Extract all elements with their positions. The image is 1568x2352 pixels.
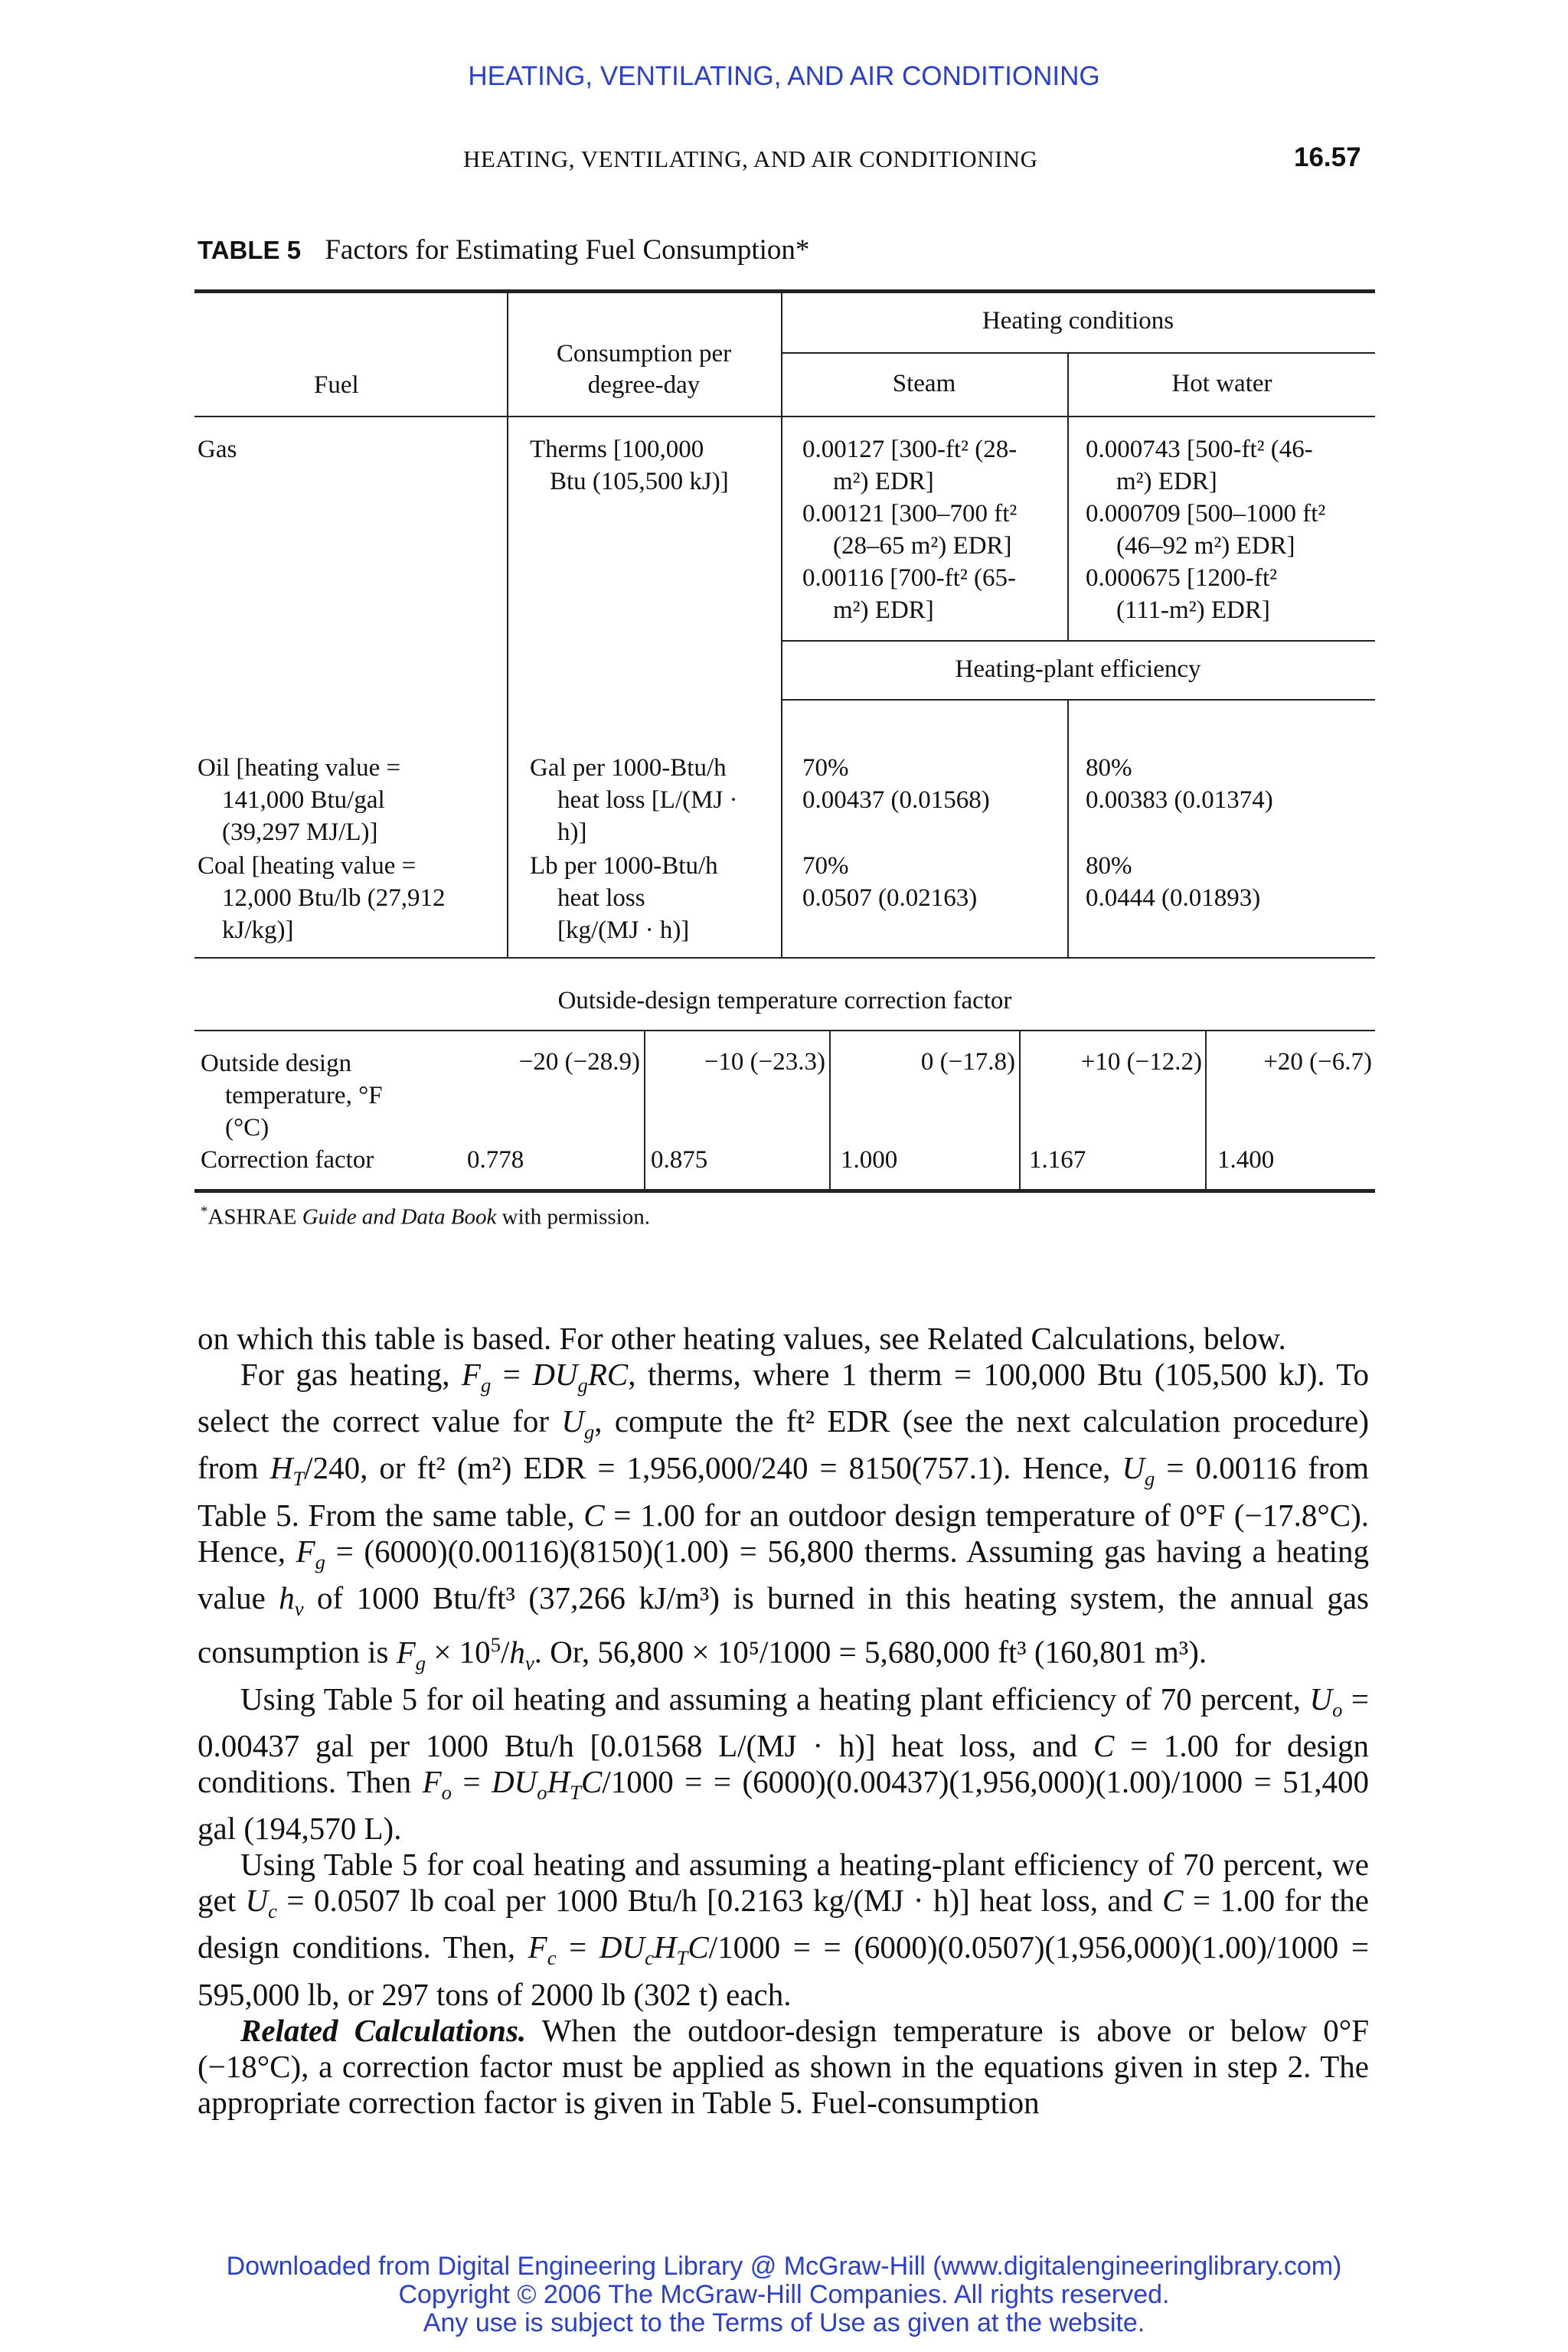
coal-fuel-2: 12,000 Btu/lb (27,912 (222, 884, 446, 912)
table-label: TABLE 5 (198, 236, 302, 264)
oil-value-80: 0.00383 (0.01374) (1086, 786, 1273, 814)
vrule-temp-4 (1205, 1030, 1207, 1189)
rule-gas-bottom (782, 640, 1375, 642)
oil-fuel-2: 141,000 Btu/gal (222, 786, 385, 814)
paragraph-oil: Using Table 5 for oil heating and assuming a heating plant efficiency of 70 percent, $U_o = 0.00437$ gal per 1000 Btu/h [0.01568 L/(MJ · h)] heat loss, and C = 1.00 for design conditions. Then $F_o = DU_oH_TC/1000$ = = (6000)(0.00437)(1,956,000)(1.00)/1000 = 51,400 gal (194,570 L). (198, 1681, 1370, 1847)
coal-efficiency-80: 80% (1086, 852, 1132, 880)
vrule-temp-1 (644, 1030, 645, 1189)
vrule-temp-2 (829, 1030, 831, 1189)
temp-0: 0 (−17.8) (920, 1048, 1015, 1076)
footer-terms[interactable]: Any use is subject to the Terms of Use as given at the website. (423, 2308, 1145, 2337)
outside-design-label-1: Outside design (201, 1050, 352, 1077)
p4-text: = 1.00 for the design conditions. Then, (198, 1883, 1369, 1965)
rule-outside-title-bottom (194, 1030, 1375, 1031)
table-footnote (201, 1204, 650, 1230)
oil-fuel-1: Oil [heating value = (198, 754, 401, 782)
body-text (198, 1321, 1369, 2121)
header-heating-conditions: Heating conditions (982, 307, 1174, 335)
table-top-rule (194, 289, 1375, 293)
rule-efficiency-bottom (782, 699, 1375, 701)
gas-steam-5: 0.00116 [700-ft² (65- (802, 564, 1017, 592)
coal-consumption-2: heat loss (557, 884, 645, 912)
gas-steam-1: 0.00127 [300-ft² (28- (802, 436, 1018, 463)
paragraph-coal: Using Table 5 for coal heating and assuming a heating-plant efficiency of 70 percent, we get $U_c = 0.0507$ lb coal per 1000 Btu/h [0.2163 kg/(MJ · h)] heat loss, and C = 1.00 for the design conditions. Then, $F_c = DU_cH_TC/1000$ = = (6000)(0.0507)(1,956,000)(1.00)/1000 = 595,000 lb, or 297 tons of 2000 lb (302 t) each. (198, 1847, 1370, 2012)
outside-design-label-3: (°C) (225, 1114, 270, 1142)
p4-text: = 0.0507 lb coal per 1000 Btu/h [0.2163 kg/(MJ · h)] heat loss, and (276, 1883, 1163, 1919)
header-consumption-2: degree-day (587, 371, 701, 399)
correction-factor-label: Correction factor (201, 1146, 374, 1174)
table-caption-text: Factors for Estimating Fuel Consumption* (325, 234, 810, 266)
oil-consumption-2: heat loss [L/(MJ · (557, 786, 738, 814)
p5-text: When the outdoor-design temperature is above or below 0°F (−18°C), a correction factor must be applied as shown in the equations given in step 2. The appropriate correction factor is given in Table 5. Fuel-consumption (198, 2012, 1369, 2120)
gas-steam-6: m²) EDR] (833, 596, 934, 624)
p3-text: = 1.00 for design conditions. Then (198, 1727, 1369, 1799)
paragraph-1: on which this table is based. For other heating values, see Related Calculations, below. (198, 1321, 1286, 1356)
p2-text: of 1000 Btu/ft³ (37,266 kJ/m³) is burned in this heating system, the annual gas consumption is (198, 1579, 1369, 1670)
coal-value-80: 0.0444 (0.01893) (1086, 884, 1261, 912)
gas-hotwater-6: (111-m²) EDR] (1116, 596, 1270, 624)
oil-consumption-3: h)] (557, 818, 587, 846)
temp-plus-20: +20 (−6.7) (1263, 1048, 1372, 1076)
gas-fuel: Gas (198, 436, 237, 463)
oil-efficiency-70: 70% (802, 754, 849, 782)
coal-consumption-1: Lb per 1000-Btu/h (530, 852, 718, 880)
p2-text: = 0.00116 from Table 5. From the same table, (198, 1450, 1369, 1533)
vrule-steam-hotwater-2 (1067, 699, 1069, 957)
coal-fuel-3: kJ/kg)] (222, 916, 294, 944)
running-head-title: HEATING, VENTILATING, AND AIR CONDITIONING (463, 145, 1038, 172)
coal-consumption-3: [kg/(MJ · h)] (557, 916, 690, 944)
oil-fuel-3: (39,297 MJ/L)] (222, 818, 378, 846)
gas-hotwater-3: 0.000709 [500–1000 ft² (1086, 500, 1326, 528)
rule-heating-conditions (782, 352, 1375, 354)
p4-text: = (6000)(0.0507)(1,956,000)(1.00)/1000 = 595,000 lb, or 297 tons of 2000 lb (302 t) each. (198, 1929, 1370, 2012)
outside-design-title: Outside-design temperature correction factor (557, 987, 1012, 1014)
gas-hotwater-1: 0.000743 [500-ft² (46- (1086, 436, 1313, 463)
footnote-mark: * (201, 1204, 208, 1220)
paragraph-related (198, 2013, 1369, 2121)
p2-text: /240, or ft² (m²) EDR = 1,956,000/240 = 8150(757.1). Hence, (304, 1450, 1122, 1486)
oil-value-70: 0.00437 (0.01568) (802, 786, 990, 814)
page-number: 16.57 (1294, 142, 1361, 172)
related-calculations-heading: Related Calculations. (240, 2012, 527, 2048)
coal-value-70: 0.0507 (0.02163) (802, 884, 978, 912)
temp-minus-10: −10 (−23.3) (704, 1048, 825, 1076)
outside-design-label-2: temperature, °F (225, 1082, 383, 1109)
paragraph-gas: For gas heating, $F_g = DU_gRC$, therms, where 1 therm = 100,000 Btu (105,500 kJ). To select the correct value for $U_g$, compute the ft² EDR (see the next calculation procedure) from $H_T/240$, or ft² (m²) EDR = 1,956,000/240 = 8150(757.1). Hence, $U_g = 0.00116$ from Table 5. From the same table, C = 1.00 for an outdoor design temperature of 0°F (−17.8°C). Hence, $F_g = (6000)(0.00116)(8150)(1.00) = 56,800$ therms. Assuming gas having a heating value $h_v$ of 1000 Btu/ft³ (37,266 kJ/m³) is burned in this heating system, the annual gas consumption is $F_g \times 10^5/h_v$. Or, 56,800 × 10⁵/1000 = 5,680,000 ft³ (160,801 m³). (198, 1357, 1370, 1674)
factor-minus-10: 0.875 (651, 1146, 708, 1174)
p2-text: therms, where 1 therm = 100,000 Btu (105,500 kJ). To select the correct value for (198, 1357, 1369, 1439)
oil-efficiency-80: 80% (1086, 754, 1132, 782)
gas-hotwater-5: 0.000675 [1200-ft² (1086, 564, 1278, 592)
gas-consumption-1: Therms [100,000 (530, 436, 704, 463)
footnote-text-c: with permission. (496, 1204, 650, 1230)
rule-section1-bottom (194, 957, 1375, 959)
oil-consumption-1: Gal per 1000-Btu/h (530, 754, 727, 782)
factor-plus-10: 1.167 (1029, 1146, 1086, 1174)
p2-text: , compute the ft² EDR (see the next calculation procedure) from (198, 1403, 1369, 1486)
factor-plus-20: 1.400 (1217, 1146, 1275, 1174)
factor-minus-20: 0.778 (467, 1146, 524, 1174)
table-bottom-rule (194, 1189, 1375, 1193)
gas-consumption-2: Btu (105,500 kJ)] (550, 468, 729, 495)
footnote-text-a: ASHRAE (207, 1204, 302, 1230)
factor-0: 1.000 (841, 1146, 898, 1174)
header-hot-water: Hot water (1171, 370, 1272, 397)
p2-text: = 1.00 for an outdoor design temperature of 0°F (−17.8°C). Hence, (198, 1497, 1369, 1569)
gas-hotwater-4: (46–92 m²) EDR] (1116, 532, 1295, 560)
coal-efficiency-70: 70% (802, 852, 849, 880)
header-consumption-1: Consumption per (556, 340, 732, 368)
footer-download-link[interactable]: Downloaded from Digital Engineering Library @ McGraw-Hill (www.digitalengineeringlibrary.com) (226, 2252, 1342, 2281)
temp-minus-20: −20 (−28.9) (518, 1048, 640, 1076)
gas-steam-2: m²) EDR] (833, 468, 934, 495)
p2-text: . Or, 56,800 × 10⁵/1000 = 5,680,000 ft³ (160,801 m³). (534, 1634, 1207, 1670)
gas-steam-3: 0.00121 [300–700 ft² (802, 500, 1018, 528)
p3-text: = 0.00437 gal per 1000 Btu/h [0.01568 L/(MJ · h)] heat loss, and (198, 1681, 1370, 1763)
p3-text: = (6000)(0.00437)(1,956,000)(1.00)/1000 = 51,400 gal (194,570 L). (198, 1763, 1370, 1847)
temp-plus-10: +10 (−12.2) (1080, 1048, 1202, 1076)
rule-header-bottom (194, 416, 1375, 417)
blue-running-head: HEATING, VENTILATING, AND AIR CONDITIONING (468, 61, 1100, 91)
footnote-book-title: Guide and Data Book (302, 1204, 497, 1230)
coal-fuel-1: Coal [heating value = (198, 852, 416, 880)
table-caption (198, 234, 809, 266)
footer-copyright: Copyright © 2006 The McGraw-Hill Companies. All rights reserved. (398, 2280, 1170, 2309)
vrule-temp-3 (1019, 1030, 1021, 1189)
p2-text: For gas heating, (240, 1357, 462, 1392)
p3-text: Using Table 5 for oil heating and assuming a heating plant efficiency of 70 percent, (240, 1681, 1310, 1717)
heating-plant-efficiency: Heating-plant efficiency (955, 655, 1201, 683)
gas-steam-4: (28–65 m²) EDR] (833, 532, 1012, 560)
gas-hotwater-2: m²) EDR] (1116, 468, 1217, 495)
header-fuel: Fuel (314, 371, 359, 399)
header-steam: Steam (892, 370, 956, 397)
p2-text: = (6000)(0.00116)(8150)(1.00) = 56,800 therms. Assuming gas having a heating value (198, 1533, 1370, 1615)
p4-text: Using Table 5 for coal heating and assuming a heating-plant efficiency of 70 percent, we get (198, 1847, 1369, 1919)
